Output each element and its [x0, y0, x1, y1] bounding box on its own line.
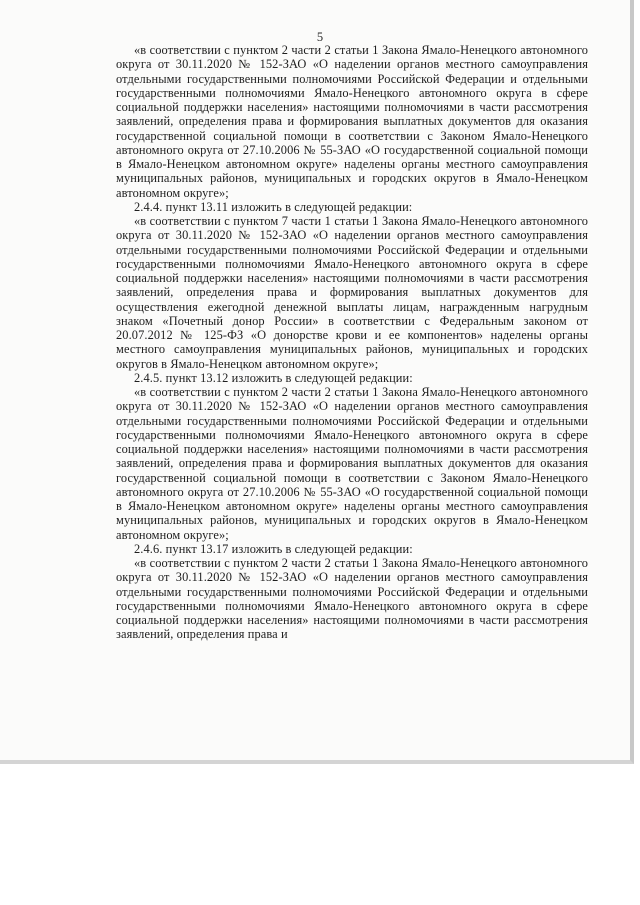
paragraph-quote-13-11: «в соответствии с пунктом 7 части 1 статьи 1 Закона Ямало-Ненецкого автономного округа от 30.11.2020 № 152-ЗАО «О наделении органов местного самоуправления отдельными государственными полномочиями Российской Федерации и отдельными государственными полномочиями Ямало-Ненецкого автономного округа в сфере социальной поддержки населения» настоящими полномочиями в части рассмотрения заявлений, определения права и формирования выплатных документов для осуществления ежегодной денежной выплаты лицам, награжденным нагрудным знаком «Почетный донор России» в соответствии с Федеральным законом от 20.07.2012 № 125-ФЗ «О донорстве крови и ее компонентов» наделены органы местного самоуправления муниципальных районов, муниципальных и городских округов в Ямало-Ненецком автономном округе»;: [116, 214, 588, 371]
paragraph-item-2-4-4: 2.4.4. пункт 13.11 изложить в следующей редакции:: [134, 199, 413, 214]
paragraph-quote-13-10: «в соответствии с пунктом 2 части 2 статьи 1 Закона Ямало-Ненецкого автономного округа от 30.11.2020 № 152-ЗАО «О наделении органов местного самоуправления отдельными государственными полномочиями Российской Федерации и отдельными государственными полномочиями Ямало-Ненецкого автономного округа в сфере социальной поддержки населения» настоящими полномочиями в части рассмотрения заявлений, определения права и формирования выплатных документов для оказания государственной социальной помощи в соответствии с Законом Ямало-Ненецкого автономного округа от 27.10.2006 № 55-ЗАО «О государственной социальной помощи в Ямало-Ненецком автономном округе» наделены органы местного самоуправления муниципальных районов, муниципальных и городских округов в Ямало-Ненецком автономном округе»;: [116, 43, 588, 200]
paragraph-quote-13-17: «в соответствии с пунктом 2 части 2 статьи 1 Закона Ямало-Ненецкого автономного округа от 30.11.2020 № 152-ЗАО «О наделении органов местного самоуправления отдельными государственными полномочиями Российской Федерации и отдельными государственными полномочиями Ямало-Ненецкого автономного округа в сфере социальной поддержки населения» настоящими полномочиями в части рассмотрения заявлений, определения права и: [116, 556, 588, 642]
paragraph-item-2-4-6: 2.4.6. пункт 13.17 изложить в следующей редакции:: [134, 541, 413, 556]
paragraph-quote-13-12: «в соответствии с пунктом 2 части 2 статьи 1 Закона Ямало-Ненецкого автономного округа от 30.11.2020 № 152-ЗАО «О наделении органов местного самоуправления отдельными государственными полномочиями Российской Федерации и отдельными государственными полномочиями Ямало-Ненецкого автономного округа в сфере социальной поддержки населения» настоящими полномочиями в части рассмотрения заявлений, определения права и формирования выплатных документов для оказания государственной социальной помощи в соответствии с Законом Ямало-Ненецкого автономного округа от 27.10.2006 № 55-ЗАО «О государственной социальной помощи в Ямало-Ненецком автономном округе» наделены органы местного самоуправления муниципальных районов, муниципальных и городских округов в Ямало-Ненецком автономном округе»;: [116, 385, 588, 542]
document-body: [116, 43, 588, 642]
paragraph-item-2-4-5: 2.4.5. пункт 13.12 изложить в следующей редакции:: [134, 370, 413, 385]
page-number: 5: [316, 30, 324, 44]
